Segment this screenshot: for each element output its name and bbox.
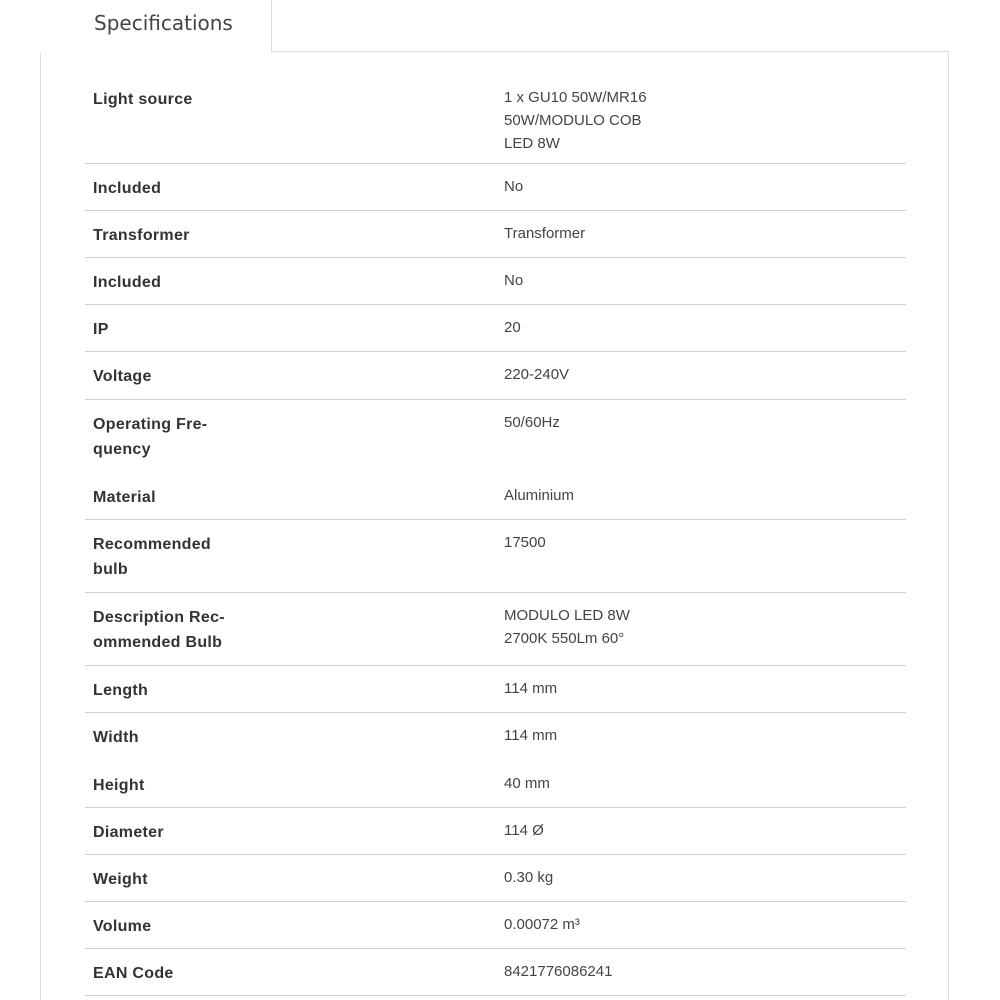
spec-row-description-recommended-bulb — [85, 593, 906, 666]
spec-label: Included — [93, 180, 162, 197]
spec-label: Included — [93, 274, 162, 291]
spec-row-light-source — [85, 52, 906, 164]
spec-label: Diameter — [93, 824, 164, 841]
spec-value: 220-240V — [504, 366, 570, 383]
spec-value: No — [504, 272, 524, 289]
spec-label: Weight — [93, 871, 148, 888]
spec-row-included — [85, 258, 906, 305]
spec-value: 114 Ø — [504, 822, 544, 839]
spec-label: Width — [93, 729, 139, 746]
spec-row-recommended-bulb — [85, 520, 906, 593]
product-details-frame — [40, 0, 949, 1000]
spec-value: 114 mm — [504, 680, 558, 697]
spec-value: 17500 — [504, 534, 546, 551]
spec-value: MODULO LED 8W 2700K 550Lm 60° — [504, 607, 630, 647]
spec-row-ip — [85, 305, 906, 352]
spec-value: 20 — [504, 319, 521, 336]
spec-row-transformer — [85, 211, 906, 258]
spec-value: 8421776086241 — [504, 963, 613, 980]
spec-value: 0.00072 m³ — [504, 916, 580, 933]
spec-label: Length — [93, 682, 149, 699]
spec-label: Operating Fre-quency — [93, 416, 208, 458]
spec-row-length — [85, 666, 906, 713]
spec-label: Recommended bulb — [93, 536, 211, 578]
spec-label: Light source — [93, 91, 193, 108]
spec-label: Description Rec-ommended Bulb — [93, 609, 225, 651]
spec-row-material — [85, 473, 906, 520]
specifications-panel — [40, 52, 949, 1000]
spec-value: 50/60Hz — [504, 414, 560, 431]
spec-row-ean-code — [85, 949, 906, 996]
spec-row-operating-frequency — [85, 400, 906, 473]
spec-row-weight — [85, 855, 906, 902]
spec-value: No — [504, 178, 524, 195]
spec-value: 114 mm — [504, 727, 558, 744]
spec-row-width — [85, 713, 906, 761]
spec-value: 0.30 kg — [504, 869, 554, 886]
tab-label: Specifications — [94, 11, 233, 35]
spec-label: IP — [93, 321, 109, 338]
spec-row-voltage — [85, 352, 906, 400]
tab-bar — [40, 0, 949, 52]
spec-row-volume — [85, 902, 906, 949]
spec-label: Voltage — [93, 368, 152, 385]
spec-label: Transformer — [93, 227, 190, 244]
spec-value: Transformer — [504, 225, 586, 242]
spec-value: 40 mm — [504, 775, 550, 792]
spec-label: Height — [93, 777, 145, 794]
spec-label: EAN Code — [93, 965, 174, 982]
spec-label: Material — [93, 489, 156, 506]
tab-specifications[interactable] — [40, 0, 272, 53]
spec-row-diameter — [85, 808, 906, 855]
spec-value: 1 x GU10 50W/MR16 50W/MODULO COB LED 8W — [504, 89, 647, 152]
spec-row-included — [85, 164, 906, 211]
spec-row-height — [85, 761, 906, 808]
spec-label: Volume — [93, 918, 152, 935]
spec-value: Aluminium — [504, 487, 575, 504]
